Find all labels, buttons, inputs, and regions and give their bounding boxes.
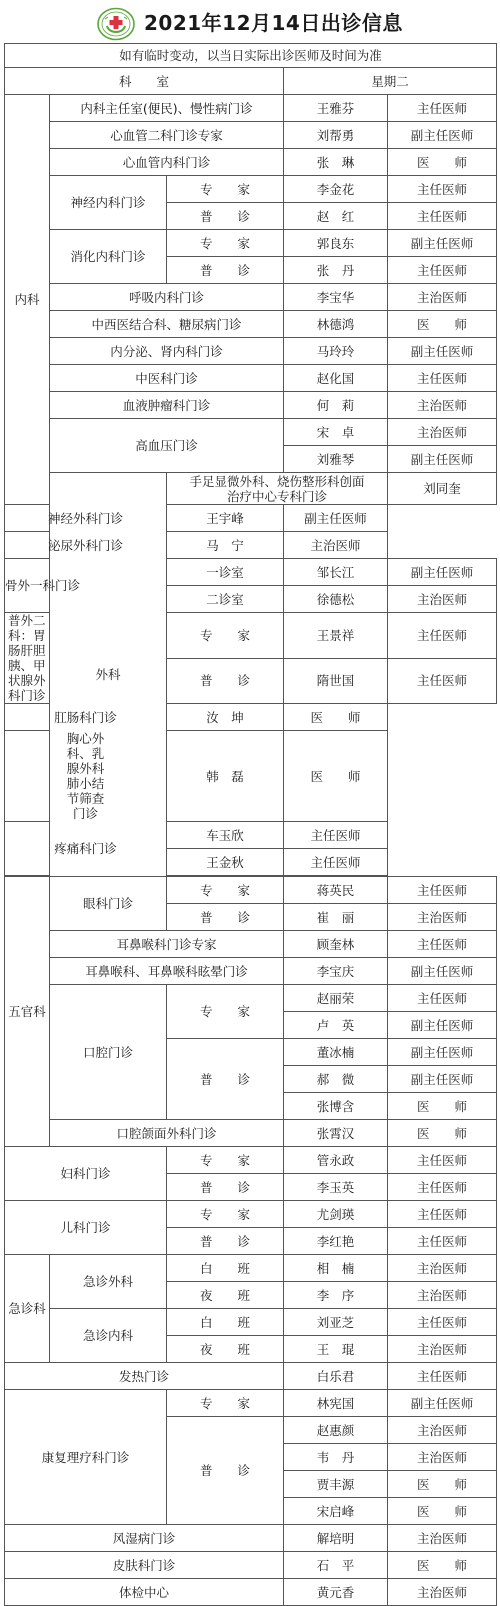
- doctor-title: 主任医师: [388, 658, 497, 704]
- doctor-name: 刘同奎: [388, 473, 497, 505]
- doctor-name: 李宝华: [284, 284, 388, 311]
- doctor-title: 医 师: [284, 731, 388, 822]
- department-cell: 中医科门诊: [50, 365, 284, 392]
- doctor-name: 李红艳: [284, 1228, 388, 1255]
- notice-row: [5, 44, 497, 68]
- doctor-title: 主任医师: [388, 176, 497, 203]
- table-row: [5, 311, 497, 338]
- page-title: 2021年12月14日出诊信息: [144, 11, 403, 35]
- category-cell: 内科: [5, 95, 50, 505]
- table-row: [5, 1201, 497, 1228]
- session-cell: 专 家: [167, 877, 284, 904]
- doctor-name: 王金秋: [167, 849, 284, 876]
- doctor-name: 相 楠: [284, 1255, 388, 1282]
- department-cell: 内科主任室(便民)、慢性病门诊: [50, 95, 284, 122]
- department-cell: 内分泌、肾内科门诊: [50, 338, 284, 365]
- doctor-title: 医 师: [388, 1498, 497, 1525]
- doctor-title: 医 师: [388, 1471, 497, 1498]
- table-row: [5, 149, 497, 176]
- department-cell: 急诊外科: [50, 1255, 167, 1309]
- table-row: [5, 958, 497, 985]
- doctor-title: 医 师: [284, 704, 388, 731]
- table-row: [5, 1525, 497, 1552]
- doctor-name: 李宝庆: [284, 958, 388, 985]
- table-row: [5, 704, 497, 731]
- session-cell: 普 诊: [167, 904, 284, 931]
- department-cell: 康复理疗科门诊: [5, 1390, 167, 1525]
- category-cell: 五官科: [5, 877, 50, 1147]
- doctor-title: 主任医师: [388, 931, 497, 958]
- day-header: 星期二: [284, 68, 497, 95]
- table-row: [5, 1363, 497, 1390]
- doctor-title: 主治医师: [388, 1525, 497, 1552]
- table-row: [5, 419, 497, 446]
- table-row: [5, 822, 497, 849]
- doctor-name: 赵化国: [284, 365, 388, 392]
- department-cell: 普外二科：胃肠肝胆胰、甲状腺外科门诊: [5, 613, 50, 704]
- session-cell: 普 诊: [167, 1174, 284, 1201]
- doctor-title: 主治医师: [284, 532, 388, 559]
- session-cell: 白 班: [167, 1255, 284, 1282]
- session-cell: 二诊室: [167, 586, 284, 613]
- doctor-name: 蒋英民: [284, 877, 388, 904]
- doctor-name: 尤剑瑛: [284, 1201, 388, 1228]
- department-cell: 呼吸内科门诊: [50, 284, 284, 311]
- department-cell: 儿科门诊: [5, 1201, 167, 1255]
- doctor-name: 徐德松: [284, 586, 388, 613]
- department-cell: 血液肿瘤科门诊: [50, 392, 284, 419]
- doctor-name: 崔 丽: [284, 904, 388, 931]
- table-row: [5, 1120, 497, 1147]
- doctor-name: 刘雅琴: [284, 446, 388, 473]
- table-row: [5, 365, 497, 392]
- doctor-name: 韦 丹: [284, 1444, 388, 1471]
- doctor-name: 刘帮勇: [284, 122, 388, 149]
- doctor-name: 赵丽荣: [284, 985, 388, 1012]
- doctor-title: 副主任医师: [388, 230, 497, 257]
- doctor-name: 王景祥: [284, 613, 388, 659]
- department-cell: 胸心外科、乳腺外科肺小结节筛查门诊: [5, 731, 167, 822]
- doctor-name: 郝 微: [284, 1066, 388, 1093]
- doctor-name: 王宇峰: [167, 505, 284, 532]
- doctor-name: 张 琳: [284, 149, 388, 176]
- doctor-title: 主任医师: [388, 203, 497, 230]
- department-cell: 神经内科门诊: [50, 176, 167, 230]
- doctor-title: 主任医师: [388, 1228, 497, 1255]
- doctor-name: 林德鸿: [284, 311, 388, 338]
- department-cell: 妇科门诊: [5, 1147, 167, 1201]
- department-cell: 风湿病门诊: [5, 1525, 284, 1552]
- doctor-title: 副主任医师: [388, 446, 497, 473]
- doctor-name: 邹长江: [284, 559, 388, 586]
- table-row: [5, 176, 497, 203]
- doctor-title: 主任医师: [284, 822, 388, 849]
- department-cell: 体检中心: [5, 1579, 284, 1606]
- doctor-name: 李玉英: [284, 1174, 388, 1201]
- department-cell: 耳鼻喉科门诊专家: [50, 931, 284, 958]
- doctor-name: 解培明: [284, 1525, 388, 1552]
- doctor-title: 医 师: [388, 1552, 497, 1579]
- schedule-table: [4, 43, 497, 1606]
- doctor-name: 郭良东: [284, 230, 388, 257]
- department-cell: 神经外科门诊: [5, 505, 167, 532]
- doctor-title: 主治医师: [388, 1444, 497, 1471]
- doctor-name: 石 平: [284, 1552, 388, 1579]
- session-cell: 普 诊: [167, 1228, 284, 1255]
- doctor-title: 医 师: [388, 311, 497, 338]
- table-row: [5, 1147, 497, 1174]
- department-cell: 口腔门诊: [50, 985, 167, 1120]
- category-cell: 外科: [50, 473, 167, 877]
- doctor-title: 主治医师: [388, 1417, 497, 1444]
- doctor-title: 主任医师: [388, 985, 497, 1012]
- doctor-name: 李金花: [284, 176, 388, 203]
- category-cell: 急诊科: [5, 1255, 50, 1363]
- department-cell: 耳鼻喉科、耳鼻喉科眩晕门诊: [50, 958, 284, 985]
- department-cell: 手足显微外科、烧伤整形科创面治疗中心专科门诊: [167, 473, 388, 505]
- doctor-title: 主治医师: [388, 284, 497, 311]
- doctor-name: 张霄汉: [284, 1120, 388, 1147]
- doctor-title: 主治医师: [388, 1579, 497, 1606]
- doctor-title: 主任医师: [388, 877, 497, 904]
- doctor-name: 张博含: [284, 1093, 388, 1120]
- table-row: [5, 392, 497, 419]
- department-cell: 心血管内科门诊: [50, 149, 284, 176]
- doctor-name: 王 琨: [284, 1336, 388, 1363]
- title-bar: [4, 4, 496, 43]
- table-row: [5, 95, 497, 122]
- department-header: 科 室: [5, 68, 284, 95]
- session-cell: 普 诊: [167, 1417, 284, 1525]
- doctor-title: 主任医师: [388, 1201, 497, 1228]
- table-row: [5, 532, 497, 559]
- doctor-name: 赵惠颜: [284, 1417, 388, 1444]
- department-cell: 高血压门诊: [50, 419, 284, 473]
- department-cell: 心血管二科门诊专家: [50, 122, 284, 149]
- table-row: [5, 1255, 497, 1282]
- doctor-title: 主任医师: [388, 1363, 497, 1390]
- department-cell: 骨外一科门诊: [5, 559, 50, 613]
- session-cell: 专 家: [167, 985, 284, 1039]
- table-row: [5, 877, 497, 904]
- doctor-title: 主治医师: [388, 1336, 497, 1363]
- doctor-name: 赵 红: [284, 203, 388, 230]
- doctor-title: 主任医师: [284, 849, 388, 876]
- doctor-title: 副主任医师: [388, 338, 497, 365]
- table-row: [5, 338, 497, 365]
- doctor-title: 主治医师: [388, 1282, 497, 1309]
- table-row: [5, 284, 497, 311]
- session-cell: 专 家: [167, 1147, 284, 1174]
- doctor-title: 主治医师: [388, 392, 497, 419]
- session-cell: 普 诊: [167, 1039, 284, 1120]
- session-cell: 普 诊: [167, 203, 284, 230]
- session-cell: 专 家: [167, 230, 284, 257]
- table-row: [5, 230, 497, 257]
- doctor-name: 贾丰源: [284, 1471, 388, 1498]
- doctor-title: 副主任医师: [284, 505, 388, 532]
- doctor-name: 汝 坤: [167, 704, 284, 731]
- department-cell: 发热门诊: [5, 1363, 284, 1390]
- doctor-name: 王雅芬: [284, 95, 388, 122]
- doctor-name: 马玲玲: [284, 338, 388, 365]
- doctor-name: 韩 磊: [167, 731, 284, 822]
- doctor-title: 主任医师: [388, 95, 497, 122]
- table-row: [5, 731, 497, 822]
- doctor-title: 副主任医师: [388, 122, 497, 149]
- table-row: [5, 473, 497, 505]
- session-cell: 夜 班: [167, 1336, 284, 1363]
- department-cell: 口腔颌面外科门诊: [50, 1120, 284, 1147]
- doctor-title: 主任医师: [388, 1147, 497, 1174]
- doctor-title: 副主任医师: [388, 1012, 497, 1039]
- doctor-name: 卢 英: [284, 1012, 388, 1039]
- doctor-name: 董冰楠: [284, 1039, 388, 1066]
- doctor-name: 隋世国: [284, 658, 388, 704]
- department-cell: 中西医结合科、糖尿病门诊: [50, 311, 284, 338]
- doctor-name: 顾奎林: [284, 931, 388, 958]
- doctor-title: 主任医师: [388, 1174, 497, 1201]
- header-row: [5, 68, 497, 95]
- doctor-name: 宋 卓: [284, 419, 388, 446]
- session-cell: 白 班: [167, 1309, 284, 1336]
- doctor-title: 主任医师: [388, 257, 497, 284]
- doctor-title: 主治医师: [388, 586, 497, 613]
- doctor-title: 医 师: [388, 149, 497, 176]
- doctor-title: 副主任医师: [388, 1066, 497, 1093]
- doctor-name: 刘亚芝: [284, 1309, 388, 1336]
- doctor-title: 主治医师: [388, 1255, 497, 1282]
- department-cell: 急诊内科: [50, 1309, 167, 1363]
- doctor-name: 车玉欣: [167, 822, 284, 849]
- session-cell: 普 诊: [167, 257, 284, 284]
- table-row: [5, 1309, 497, 1336]
- notice-text: 如有临时变动，以当日实际出诊医师及时间为准: [5, 44, 497, 68]
- table-row: [5, 931, 497, 958]
- doctor-title: 医 师: [388, 1093, 497, 1120]
- session-cell: 夜 班: [167, 1282, 284, 1309]
- table-row: [5, 122, 497, 149]
- doctor-title: 主任医师: [388, 1309, 497, 1336]
- doctor-title: 副主任医师: [388, 1039, 497, 1066]
- table-row: [5, 1552, 497, 1579]
- doctor-name: 林宪国: [284, 1390, 388, 1417]
- doctor-title: 医 师: [388, 1120, 497, 1147]
- department-cell: 泌尿外科门诊: [5, 532, 167, 559]
- hospital-logo-icon: [96, 7, 136, 41]
- doctor-name: 张 丹: [284, 257, 388, 284]
- department-cell: 疼痛科门诊: [5, 822, 167, 876]
- doctor-title: 副主任医师: [388, 1390, 497, 1417]
- doctor-title: 主治医师: [388, 904, 497, 931]
- session-cell: 专 家: [167, 613, 284, 659]
- department-cell: 眼科门诊: [50, 877, 167, 931]
- doctor-title: 主治医师: [388, 419, 497, 446]
- department-cell: 肛肠科门诊: [5, 704, 167, 731]
- doctor-title: 主任医师: [388, 365, 497, 392]
- doctor-name: 马 宁: [167, 532, 284, 559]
- doctor-name: 黄元香: [284, 1579, 388, 1606]
- doctor-name: 管永政: [284, 1147, 388, 1174]
- doctor-name: 李 序: [284, 1282, 388, 1309]
- doctor-title: 主任医师: [388, 613, 497, 659]
- doctor-name: 何 莉: [284, 392, 388, 419]
- session-cell: 专 家: [167, 176, 284, 203]
- table-row: [5, 1390, 497, 1417]
- table-row: [5, 505, 497, 532]
- session-cell: 专 家: [167, 1201, 284, 1228]
- session-cell: 一诊室: [167, 559, 284, 586]
- doctor-title: 副主任医师: [388, 958, 497, 985]
- table-row: [5, 1579, 497, 1606]
- session-cell: 专 家: [167, 1390, 284, 1417]
- session-cell: 普 诊: [167, 658, 284, 704]
- doctor-name: 宋启峰: [284, 1498, 388, 1525]
- doctor-title: 副主任医师: [388, 559, 497, 586]
- department-cell: 皮肤科门诊: [5, 1552, 284, 1579]
- table-row: [5, 985, 497, 1012]
- doctor-name: 白乐君: [284, 1363, 388, 1390]
- department-cell: 消化内科门诊: [50, 230, 167, 284]
